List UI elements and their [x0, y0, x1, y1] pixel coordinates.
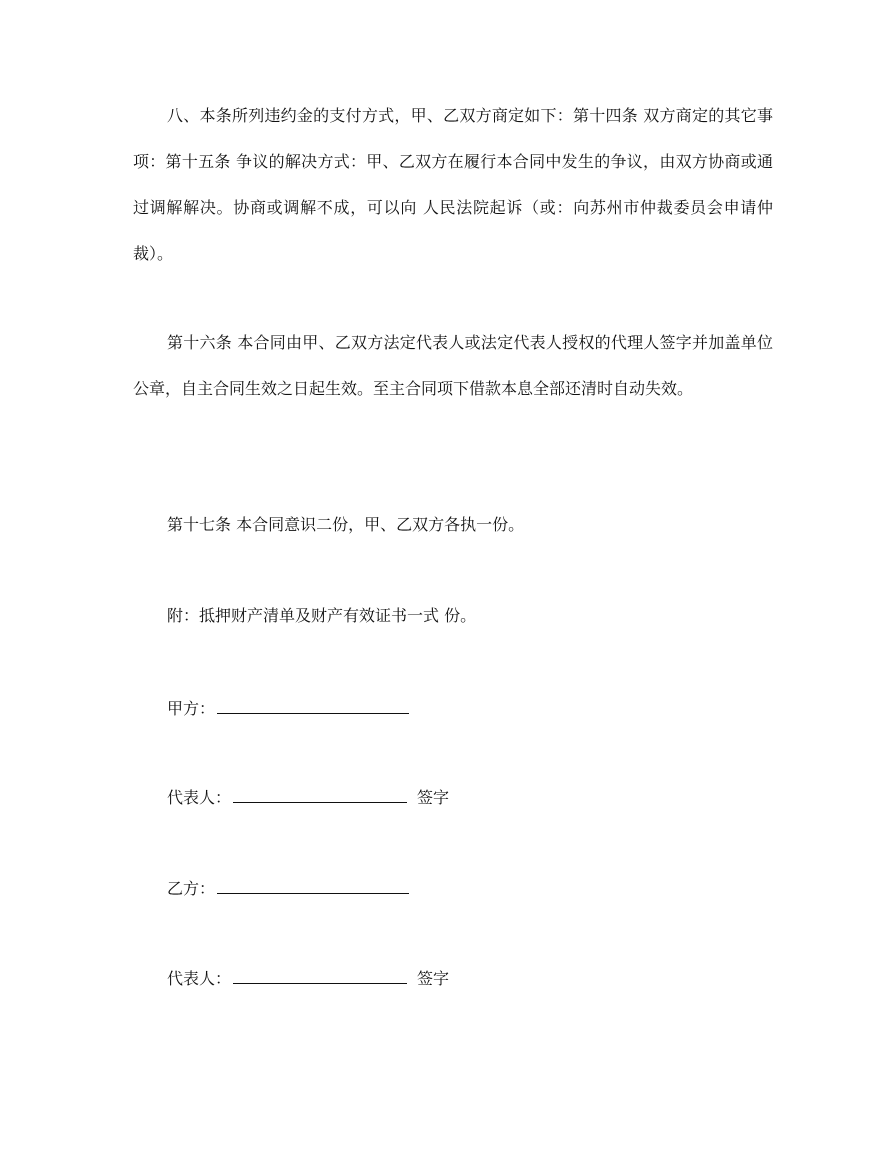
- paragraph-article-17: 第十七条 本合同意识二份，甲、乙双方各执一份。: [167, 515, 525, 534]
- party-a-rep-blank[interactable]: [233, 786, 407, 803]
- party-a-signature-line: [167, 697, 409, 721]
- paragraph-attachment: 附：抵押财产清单及财产有效证书一式 份。: [167, 606, 477, 625]
- party-b-signature-line: [167, 877, 409, 901]
- paragraph-payment-and-disputes: 八、本条所列违约金的支付方式，甲、乙双方商定如下：第十四条 双方商定的其它事项：第十五条 争议的解决方式：甲、乙双方在履行本合同中发生的争议，由双方协商或通过调解解决。协商或调解不成，可以向 人民法院起诉（或：向苏州市仲裁委员会申请仲裁）。: [133, 106, 773, 263]
- party-a-label: 甲方：: [167, 699, 216, 718]
- party-a-representative-line: [167, 786, 449, 810]
- paragraph-article-16: 第十六条 本合同由甲、乙双方法定代表人或法定代表人授权的代理人签字并加盖单位公章，自主合同生效之日起生效。至主合同项下借款本息全部还清时自动失效。: [133, 333, 773, 398]
- party-b-sign-suffix: 签字: [417, 969, 450, 988]
- party-b-rep-label: 代表人：: [167, 969, 232, 988]
- party-b-label: 乙方：: [167, 879, 216, 898]
- party-a-blank[interactable]: [217, 697, 409, 714]
- party-b-blank[interactable]: [217, 877, 409, 894]
- party-a-rep-label: 代表人：: [167, 788, 232, 807]
- party-b-representative-line: [167, 967, 449, 991]
- party-b-rep-blank[interactable]: [233, 967, 407, 984]
- party-a-sign-suffix: 签字: [417, 788, 450, 807]
